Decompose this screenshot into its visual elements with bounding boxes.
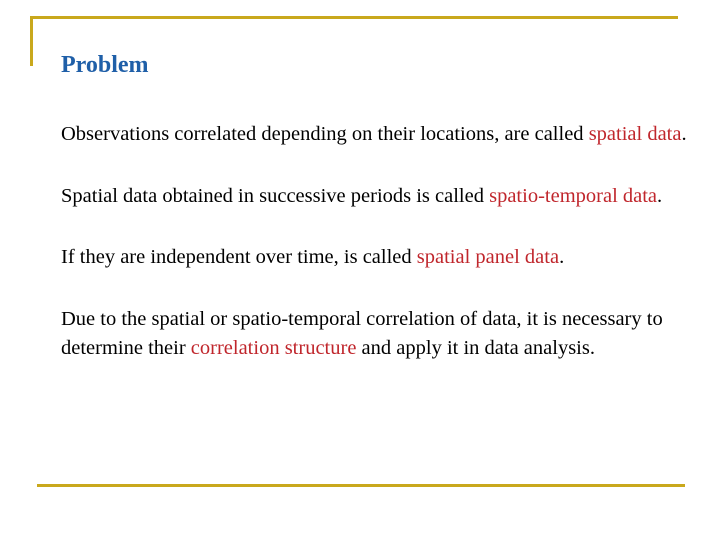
paragraph-spatial-panel (61, 243, 691, 273)
paragraph-spatio-temporal (61, 182, 691, 212)
highlight-term: spatial data (588, 123, 682, 145)
bottom-accent-bar (37, 484, 685, 487)
slide-body (61, 120, 691, 396)
slide-title: Problem (61, 52, 149, 78)
highlight-term: correlation structure (190, 337, 357, 359)
paragraph-text: Spatial data obtained in successive periods is called (61, 184, 490, 207)
top-accent-bar (30, 16, 678, 19)
highlight-term: spatio-temporal data (489, 184, 658, 207)
paragraph-correlation-structure (61, 305, 691, 364)
paragraph-text: Observations correlated depending on their locations, are called (61, 123, 589, 145)
paragraph-text: Due to the spatial or spatio-temporal correlation of data, it is necessary to determine their (61, 307, 663, 359)
paragraph-spatial-data (61, 120, 691, 150)
paragraph-text: . (657, 184, 663, 207)
paragraph-text: If they are independent over time, is called (61, 246, 417, 268)
left-accent-bar (30, 16, 33, 66)
paragraph-text: . (559, 246, 565, 268)
highlight-term: spatial panel data (416, 246, 560, 268)
paragraph-text: and apply it in data analysis. (356, 337, 595, 359)
paragraph-text: . (681, 123, 687, 145)
